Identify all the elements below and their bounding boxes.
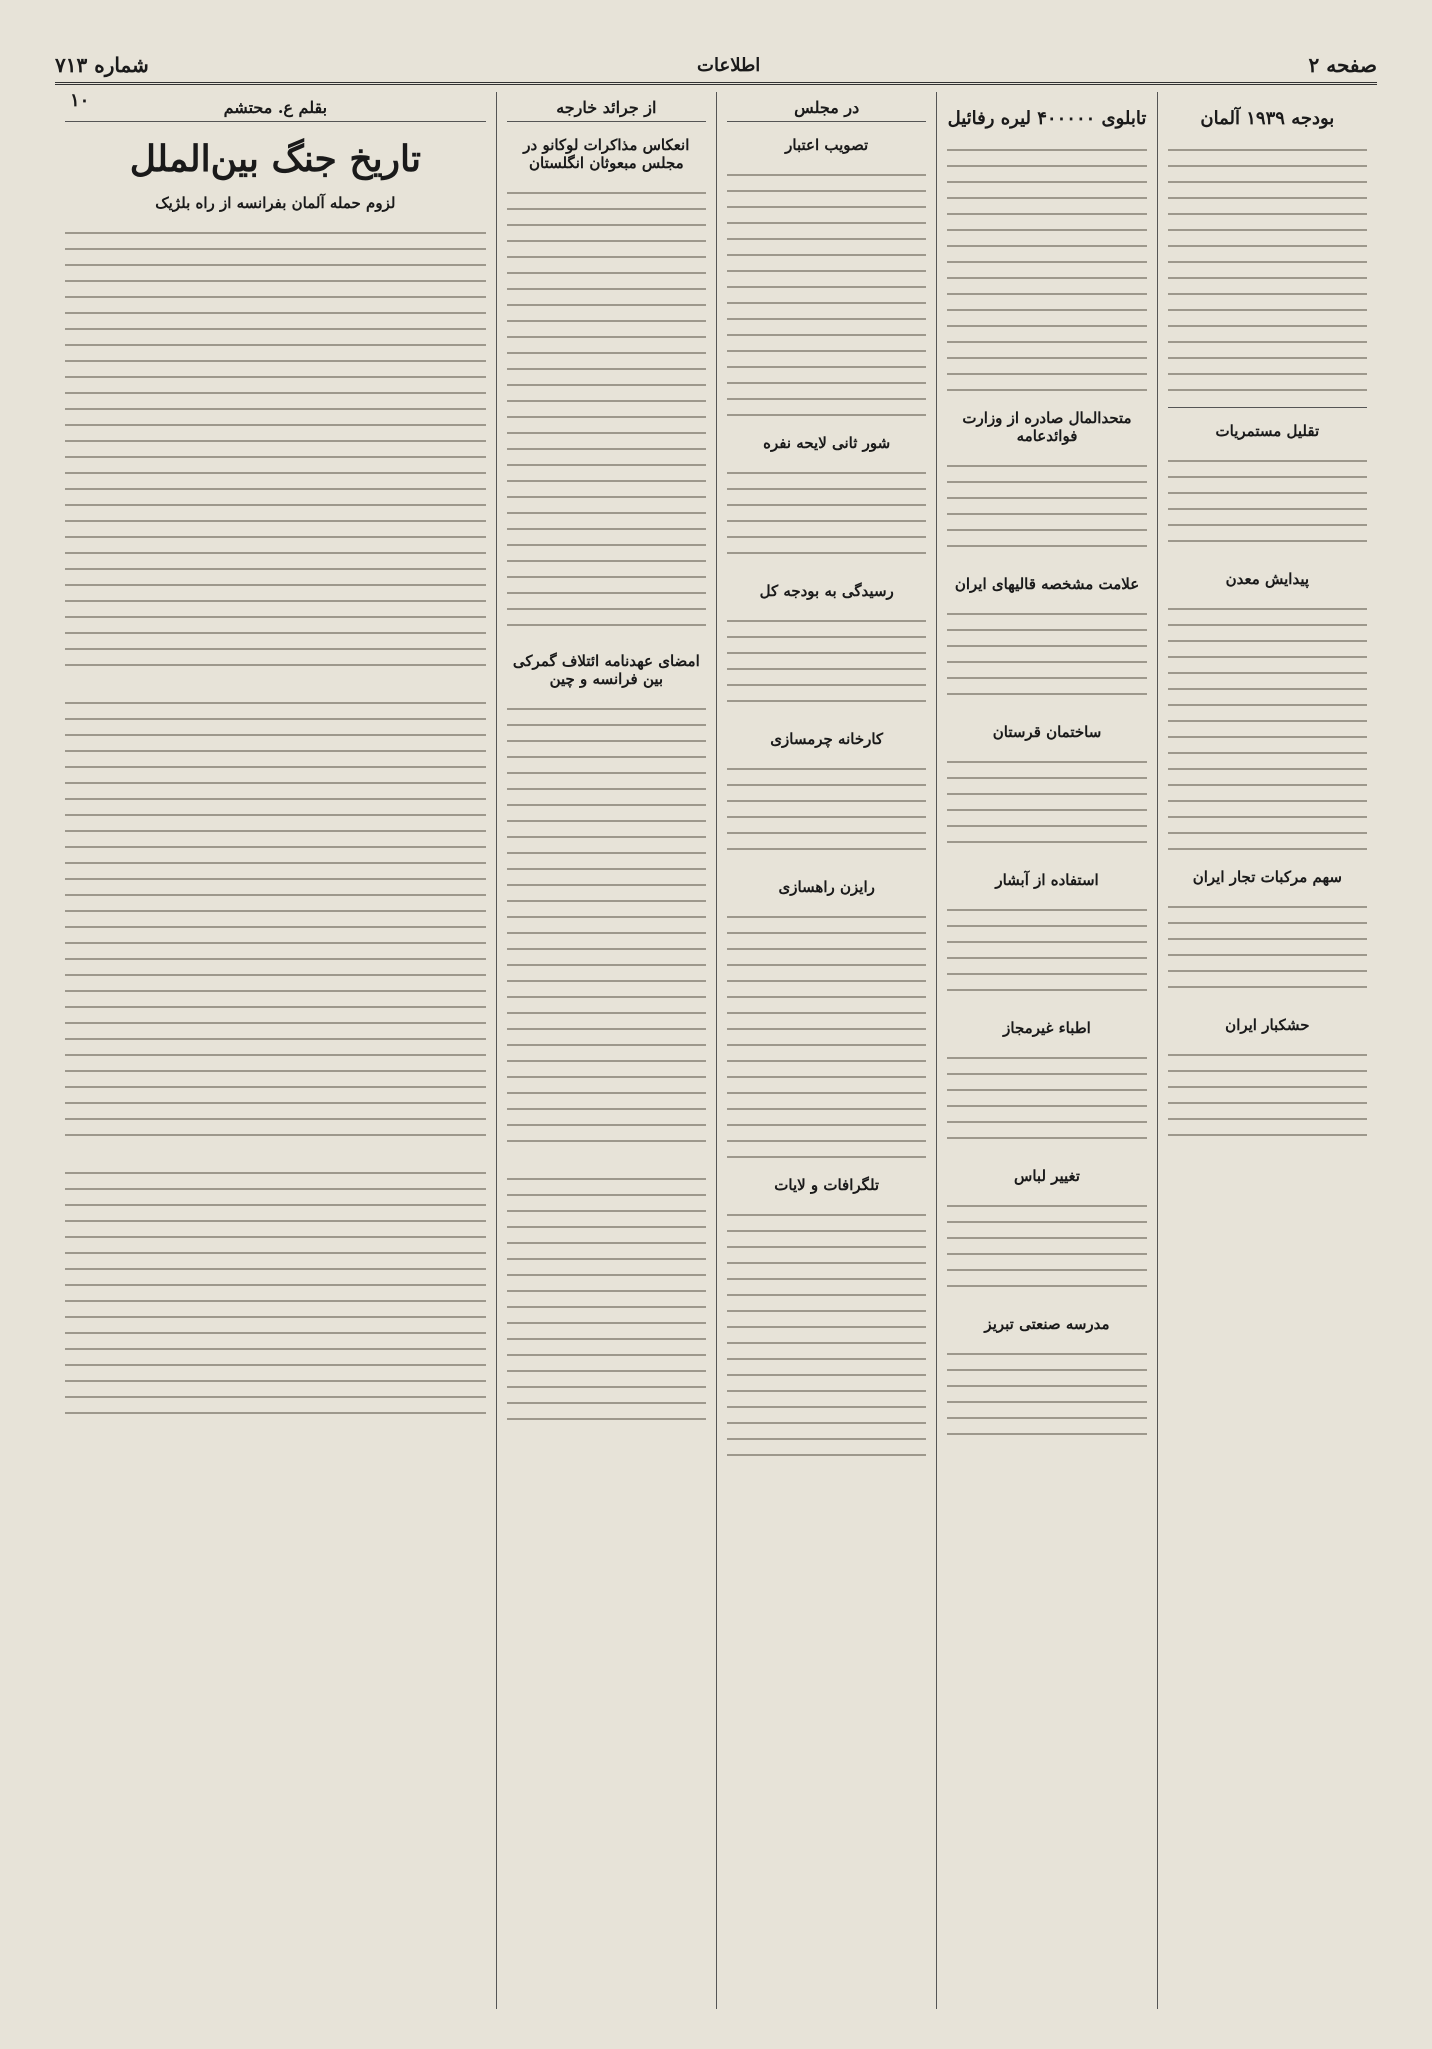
heading: حشکبار ایران (1225, 1016, 1310, 1034)
heading: تابلوی ۴۰۰۰۰۰ لیره رفائیل (947, 108, 1147, 129)
article-title: تاریخ جنگ بین‌الملل (129, 138, 421, 180)
article-body (65, 688, 486, 1148)
article-body (947, 599, 1146, 709)
article-body (727, 160, 926, 420)
byline: بقلم ع. محتشم (65, 98, 486, 122)
heading: استفاده از آبشار (995, 871, 1099, 889)
heading: پیدایش معدن (1225, 570, 1310, 588)
article-body (1168, 594, 1367, 854)
divider (1168, 407, 1367, 408)
article-body (1168, 1040, 1367, 1150)
section-head: از جرائد خارجه (507, 98, 706, 122)
columns (55, 92, 1377, 2009)
heading: بودجه ۱۹۳۹ آلمان (1200, 108, 1335, 129)
article-body (727, 606, 926, 716)
article-body (65, 218, 486, 678)
heading: انعکاس مذاکرات لوکانو در مجلس مبعوثان انگلستان (523, 136, 690, 172)
column-5-6 (55, 92, 496, 2009)
article-body (1168, 892, 1367, 1002)
heading: متحدالمال صادره از وزارت فوائدعامه (962, 409, 1132, 445)
article-body (727, 458, 926, 568)
page-label: صفحه ۲ (1308, 53, 1377, 77)
heading: رایزن راهسازی (778, 878, 875, 896)
article-body (727, 1200, 926, 1460)
article-body (947, 747, 1146, 857)
column-1 (1157, 92, 1377, 2009)
article-body (507, 694, 706, 1154)
heading: امضای عهدنامه ائتلاف گمرکی بین فرانسه و چین (512, 652, 700, 688)
article-body (947, 895, 1146, 1005)
article-body (1168, 446, 1367, 556)
heading: کارخانه چرمسازی (770, 730, 884, 748)
heading: تلگرافات و لایات (774, 1176, 880, 1194)
heading: مدرسه صنعتی تبریز (984, 1315, 1110, 1333)
article-body (1168, 135, 1367, 395)
article-body (947, 1191, 1146, 1301)
heading: علامت مشخصه قالیهای ایران (954, 575, 1140, 593)
heading: ساختمان قرستان (992, 723, 1102, 741)
section-head: در مجلس (727, 98, 926, 122)
paper-name: اطلاعات (697, 54, 761, 76)
article-subtitle: لزوم حمله آلمان بفرانسه از راه بلژیک (155, 194, 396, 212)
article-body (507, 1164, 706, 1424)
heading: تصویب اعتبار (785, 136, 869, 154)
heading: اطباء غیرمجاز (1003, 1019, 1091, 1037)
masthead (55, 48, 1377, 85)
issue-label: شماره ۷۱۳ (55, 53, 149, 77)
column-4 (496, 92, 716, 2009)
heading: سهم مرکبات تجار ایران (1192, 868, 1342, 886)
article-body (65, 1158, 486, 1418)
column-2 (936, 92, 1156, 2009)
article-body (507, 178, 706, 638)
heading: شور ثانی لایحه نفره (763, 434, 891, 452)
heading: تغییر لباس (1014, 1167, 1080, 1185)
article-body (727, 902, 926, 1162)
heading: رسیدگی به بودجه کل (759, 582, 894, 600)
column-3 (716, 92, 936, 2009)
heading: تقلیل مستمریات (1215, 422, 1320, 440)
article-body (727, 754, 926, 864)
article-body (947, 451, 1146, 561)
article-body (947, 1339, 1146, 1449)
series-number: ۱۰ (70, 90, 90, 111)
article-body (947, 1043, 1146, 1153)
article-body (947, 135, 1146, 395)
